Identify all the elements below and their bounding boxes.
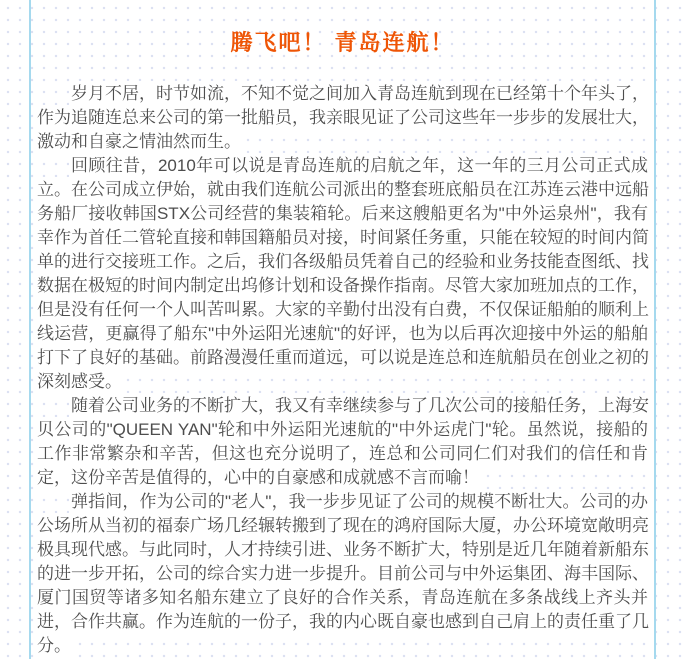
right-border-line [654, 0, 656, 659]
paragraph [35, 490, 650, 658]
paragraph-text: 随着公司业务的不断扩大，我又有幸继续参与了几次公司的接船任务，上海安贝公司的"QUEEN YAN"轮和中外运阳光速航的"中外运虎门"轮。虽然说，接船的工作非常繁杂和辛苦，但这也充分说明了，连总和公司同仁们对我们的信任和肯定，这份辛苦是值得的，心中的自豪感和成就感不言而喻！ [35, 393, 651, 490]
paragraph [35, 82, 650, 154]
paragraph [35, 154, 650, 394]
page-title: 腾飞吧！ 青岛连航！ [230, 30, 455, 55]
paragraph-text: 回顾往昔，2010年可以说是青岛连航的启航之年，这一年的三月公司正式成立。在公司成立伊始，就由我们连航公司派出的整套班底船员在江苏连云港中远船务船厂接收韩国STX公司经营的集装箱轮。后来这艘船更名为"中外运泉州"，我有幸作为首任二管轮直接和韩国籍船员对接，时间紧任务重，只能在较短的时间内简单的进行交接班工作。之后，我们各级船员凭着自己的经验和业务技能查图纸、找数据在极短的时间内制定出坞修计划和设备操作指南。尽管大家加班加点的工作，但是没有任何一个人叫苦叫累。大家的辛勤付出没有白费，不仅保证船舶的顺利上线运营，更赢得了船东"中外运阳光速航"的好评，也为以后再次迎接中外运的船舶打下了良好的基础。前路漫漫任重而道远，可以说是连总和连航船员在创业之初的深刻感受。 [35, 153, 651, 394]
paragraph [35, 394, 650, 490]
paragraph-text: 岁月不居，时节如流，不知不觉之间加入青岛连航到现在已经第十个年头了，作为追随连总来公司的第一批船员，我亲眼见证了公司这些年一步步的发展壮大，激动和自豪之情油然而生。 [35, 81, 651, 154]
article [31, 0, 654, 658]
paragraph-text: 弹指间，作为公司的"老人"，我一步步见证了公司的规模不断壮大。公司的办公场所从当初的福泰广场几经辗转搬到了现在的鸿府国际大厦，办公环境宽敞明亮极具现代感。与此同时，人才持续引进、业务不断扩大，特别是近几年随着新船东的进一步开拓，公司的综合实力进一步提升。目前公司与中外运集团、海丰国际、厦门国贸等诸多知名船东建立了良好的合作关系，青岛连航在多条战线上齐头并进，合作共赢。作为连航的一份子，我的内心既自豪也感到自己肩上的责任重了几分。 [35, 489, 651, 658]
article-body [31, 82, 654, 658]
